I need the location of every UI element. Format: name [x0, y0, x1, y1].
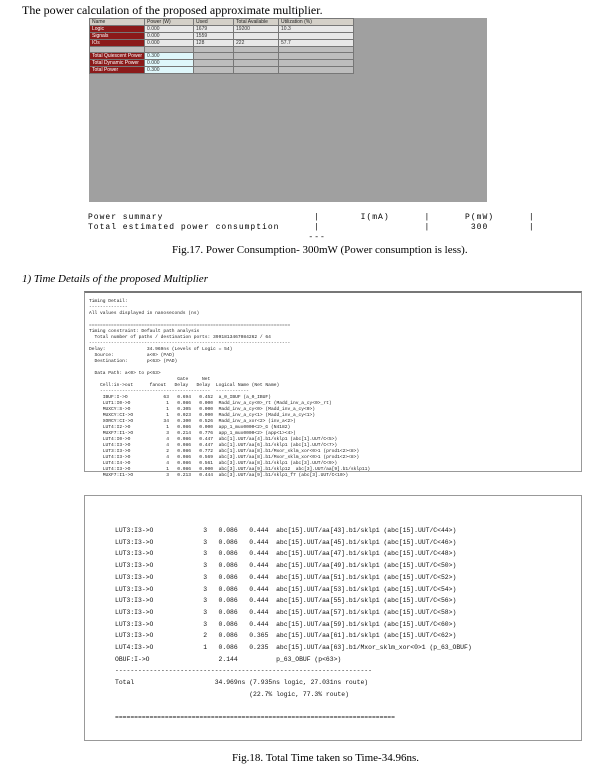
timing-line: -------------------------------------------------------------------: [115, 667, 372, 675]
timing-detail-screenshot: [84, 291, 582, 478]
row-name: Signals: [90, 33, 145, 40]
row-util: 57.7: [279, 40, 354, 47]
timing-total-screenshot: [84, 495, 582, 741]
row-name: IOs: [90, 40, 145, 47]
timing-line: LUT1:I0->O 1 0.086 0.000 Madd_inv_a_cy<0>_rt (Madd_inv_a_cy<0>_rt): [89, 401, 332, 406]
power-summary-total: Total estimated power consumption | | 300 |: [88, 223, 535, 232]
total-value: 0.300: [145, 53, 194, 60]
timing-line: Total 34.969ns (7.935ns logic, 27.031ns route): [115, 679, 369, 687]
total-row: [90, 60, 354, 67]
timing-line: =========================================================================: [89, 323, 291, 328]
row-available: 222: [234, 40, 279, 47]
timing-detail-text: [85, 293, 581, 479]
row-name: Logic: [90, 26, 145, 33]
timing-line: LUT3:I3->O 3 0.086 0.444 abc[15].UUT/aa[49].b1/sklp1 (abc[15].UUT/C<50>): [115, 562, 457, 570]
timing-line: MUXF7:I1->O 3 0.214 0.776 app_1_mux0000<2> (app<1><4>): [89, 431, 296, 436]
col-util: Utilization (%): [279, 19, 354, 26]
row-power: 0.000: [145, 40, 194, 47]
col-used: Used: [194, 19, 234, 26]
timing-line: Total number of paths / destination ports: 3991813467084262 / 64: [89, 335, 271, 340]
col-available: Total Available: [234, 19, 279, 26]
timing-line: Destination: p<63> (PAD): [89, 359, 178, 364]
figure-18-caption: Fig.18. Total Time taken so Time-34.96ns.: [232, 752, 419, 764]
timing-line: --------------: [89, 305, 128, 310]
total-name: Total Quiescent Power: [90, 53, 145, 60]
timing-line: LUT3:I3->O 2 0.086 0.365 abc[15].UUT/aa[61].b1/sklp1 (abc[15].UUT/C<62>): [115, 632, 457, 640]
row-util: [279, 33, 354, 40]
timing-line: LUT3:I3->O 3 0.086 0.444 abc[15].UUT/aa[57].b1/sklp1 (abc[15].UUT/C<58>): [115, 608, 457, 616]
timing-line: LUT3:I3->O 3 0.086 0.444 abc[15].UUT/aa[45].b1/sklp1 (abc[15].UUT/C<46>): [115, 538, 457, 546]
power-summary-header: Power summary | I(mA) | P(mW) |: [88, 213, 535, 222]
row-util: 10.3: [279, 26, 354, 33]
timing-line: MUXCY:CI->O 1 0.023 0.000 Madd_inv_a_cy<1> (Madd_inv_a_cy<1>): [89, 413, 316, 418]
timing-total-text: [85, 496, 581, 724]
row-available: 19200: [234, 26, 279, 33]
section-heading: 1) Time Details of the proposed Multiplier: [22, 273, 208, 285]
row-used: 1679: [194, 26, 234, 33]
timing-line: LUT4:I0->O 4 0.086 0.447 abc[1].UUT/aa[4].b1/sklp1 (abc[1].UUT/C<5>): [89, 437, 338, 442]
timing-line: LUT4:I3->O 1 0.086 0.235 abc[15].UUT/aa[63].b1/Mxor_sklm_xor<0>1 (p_63_OBUF): [115, 644, 472, 652]
timing-line: LUT4:I3->O 4 0.086 0.569 abc[3].UUT/aa[8].b1/Mxor_sklm_xor<0>1 (prod1<2><8>): [89, 455, 360, 460]
power-table-screenshot: [89, 18, 487, 202]
timing-line: LUT4:I3->O 4 0.086 0.447 abc[1].UUT/aa[6].b1/sklp1 (abc[1].UUT/C<7>): [89, 443, 338, 448]
row-power: 0.000: [145, 33, 194, 40]
timing-line: Timing constraint: Default path analysis: [89, 329, 200, 334]
timing-line: LUT3:I3->O 3 0.086 0.444 abc[15].UUT/aa[59].b1/sklp1 (abc[15].UUT/C<60>): [115, 620, 457, 628]
timing-line: ---------------------------------------- ------------: [89, 389, 249, 394]
timing-line: Data Path: a<0> to p<63>: [89, 371, 161, 376]
timing-line: Timing Detail:: [89, 299, 128, 304]
timing-line: Gate Net: [89, 377, 211, 382]
power-table-header: [90, 19, 354, 26]
timing-line: =========================================================================: [115, 714, 395, 722]
timing-line: All values displayed in nanoseconds (ns): [89, 311, 200, 316]
timing-line: [115, 701, 581, 713]
total-name: Total Dynamic Power: [90, 60, 145, 67]
row-power: 0.000: [145, 26, 194, 33]
timing-line: LUT3:I3->O 3 0.086 0.444 abc[15].UUT/aa[43].b1/sklp1 (abc[15].UUT/C<44>): [115, 527, 457, 534]
total-value: 0.000: [145, 60, 194, 67]
power-summary-rule: ---: [88, 233, 326, 242]
timing-line: LUT4:I4->O 4 0.086 0.561 abc[3].UUT/aa[8].b1/sklp1 (abc[3].UUT/C<9>): [89, 461, 338, 466]
timing-line: OBUF:I->O 2.144 p_63_OBUF (p<63>): [115, 655, 342, 663]
timing-line: Cell:in->out fanout Delay Delay Logical Name (Net Name): [89, 383, 280, 388]
total-row: [90, 53, 354, 60]
timing-line: LUT3:I3->O 3 0.086 0.444 abc[15].UUT/aa[55].b1/sklp1 (abc[15].UUT/C<56>): [115, 597, 457, 605]
timing-line: MUXCY:S->O 1 0.305 0.000 Madd_inv_a_cy<0> (Madd_inv_a_cy<0>): [89, 407, 316, 412]
table-row: [90, 33, 354, 40]
power-table: [89, 18, 354, 74]
row-available: [234, 33, 279, 40]
timing-line: Source: a<0> (PAD): [89, 353, 175, 358]
timing-line: LUT3:I3->O 3 0.086 0.444 abc[15].UUT/aa[47].b1/sklp1 (abc[15].UUT/C<48>): [115, 550, 457, 558]
col-name: Name: [90, 19, 145, 26]
row-used: 128: [194, 40, 234, 47]
col-power: Power (W): [145, 19, 194, 26]
timing-line: LUT4:I2->O 1 0.086 0.000 app_1_mux0000<2>_G (N4182): [89, 425, 291, 430]
timing-line: LUT3:I3->O 3 0.086 0.444 abc[15].UUT/aa[51].b1/sklp1 (abc[15].UUT/C<52>): [115, 573, 457, 581]
timing-line: LUT4:I3->O 1 0.086 0.000 abc[3].UUT/aa[9].b1/sklp12 abc[3].UUT/aa[9].b1/sklp11): [89, 467, 371, 472]
timing-line: Delay: 34.969ns (Levels of Logic = 54): [89, 347, 233, 352]
row-used: 1559: [194, 33, 234, 40]
timing-line: IBUF:I->O 63 0.694 0.452 a_0_IBUF (a_0_IBUF): [89, 395, 271, 400]
table-row: [90, 26, 354, 33]
total-name: Total Power: [90, 67, 145, 74]
timing-line: XORCY:CI->O 34 0.300 0.526 Madd_inv_a_xor<2> (inv_a<2>): [89, 419, 296, 424]
timing-line: LUT3:I3->O 2 0.086 0.772 abc[1].UUT/aa[8].b1/Mxor_sklm_xor<0>1 (prod1<2><8>): [89, 449, 360, 454]
timing-line: -------------------------------------------------------------------------: [89, 341, 291, 346]
total-row: [90, 67, 354, 74]
figure-17-caption: Fig.17. Power Consumption- 300mW (Power consumption is less).: [172, 244, 468, 256]
total-value: 0.300: [145, 67, 194, 74]
table-row: [90, 40, 354, 47]
timing-line: MUXF7:I1->O 3 0.213 0.444 abc[3].UUT/aa[9].b1/sklp1_f7 (abc[3].UUT/C<10>): [89, 473, 349, 478]
intro-heading: The power calculation of the proposed approximate multiplier.: [22, 3, 323, 17]
timing-line: LUT3:I3->O 3 0.086 0.444 abc[15].UUT/aa[53].b1/sklp1 (abc[15].UUT/C<54>): [115, 585, 457, 593]
timing-line: (22.7% logic, 77.3% route): [115, 690, 349, 698]
